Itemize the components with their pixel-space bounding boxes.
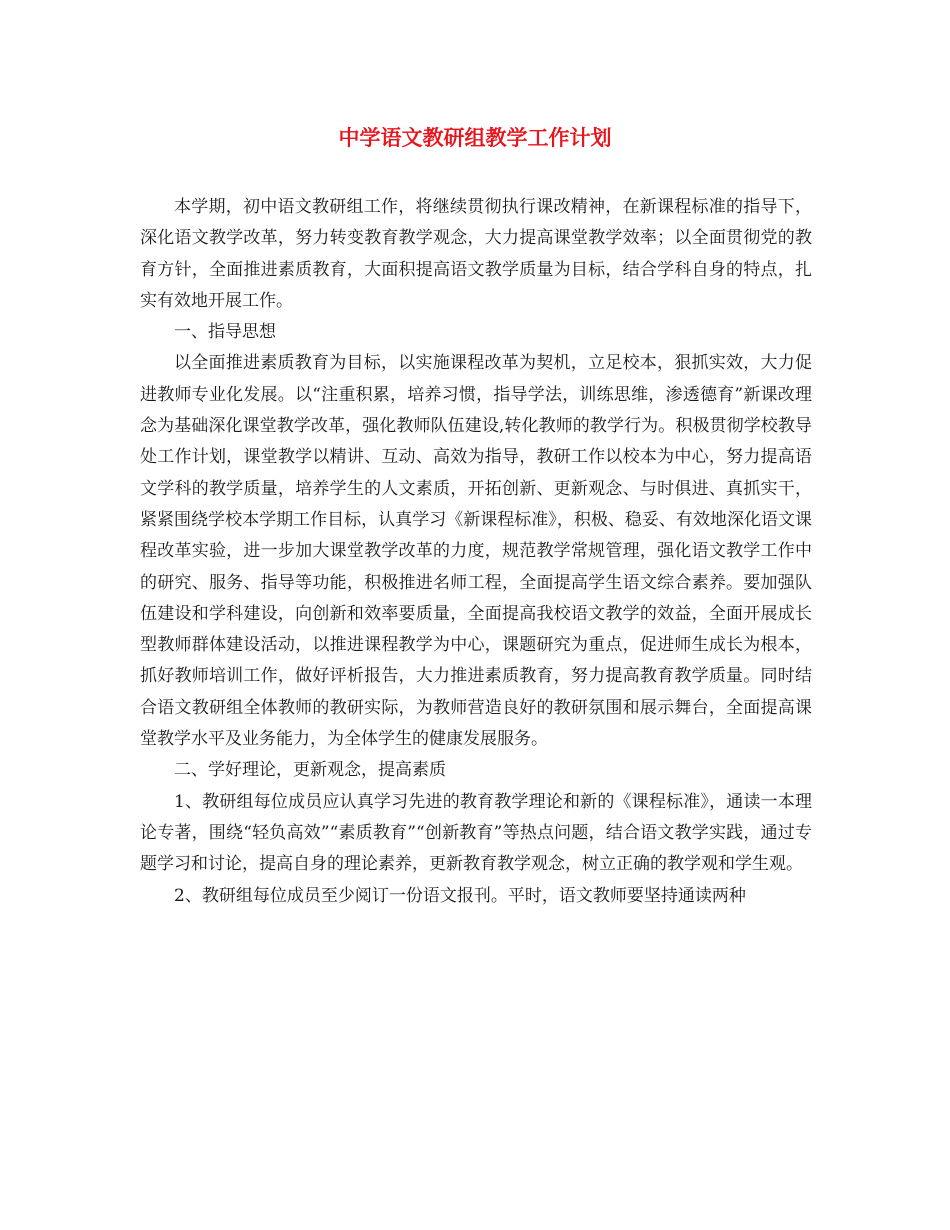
section-heading-theory-study: 二、学好理论，更新观念，提高素质 xyxy=(174,760,446,781)
guiding-ideology-paragraph: 以全面推进素质教育为目标，以实施课程改革为契机，立足校本，狠抓实效，大力促进教师专业化发展。以“注重积累，培养习惯，指导学法，训练思维，渗透德育”新课改理念为基础深化课堂教学改革，强化教师队伍建设,转化教师的教学行为。积极贯彻学校教导处工作计划，课堂教学以精讲、互动、高效为指导，教研工作以校本为中心，努力提高语文学科的教学质量，培养学生的人文素质，开拓创新、更新观念、与时俱进、真抓实干，紧紧围绕学校本学期工作目标，认真学习《新课程标准》，积极、稳妥、有效地深化语文课程改革实验，进一步加大课堂教学改革的力度，规范教学常规管理，强化语文教学工作中的研究、服务、指导等功能，积极推进名师工程，全面提高学生语文综合素养。要加强队伍建设和学科建设，向创新和效率要质量，全面提高我校语文教学的效益，全面开展成长型教师群体建设活动，以推进课程教学为中心，课题研究为重点，促进师生成长为根本，抓好教师培训工作，做好评析报告，大力推进素质教育，努力提高教育教学质量。同时结合语文教研组全体教师的教研实际，为教师营造良好的教研氛围和展示舞台，全面提高课堂教学水平及业务能力，为全体学生的健康发展服务。 xyxy=(140,353,812,750)
intro-paragraph: 本学期，初中语文教研组工作，将继续贯彻执行课改精神，在新课程标准的指导下，深化语文教学改革，努力转变教育教学观念，大力提高课堂教学效率；以全面贯彻党的教育方针，全面推进素质教育，大面积提高语文教学质量为目标，结合学科自身的特点，扎实有效地开展工作。 xyxy=(140,197,812,311)
theory-study-item-1: 1、教研组每位成员应认真学习先进的教育教学理论和新的《课程标准》，通读一本理论专著，围绕“轻负高效”“素质教育”“创新教育”等热点问题，结合语文教学实践，通过专题学习和讨论，提高自身的理论素养，更新教育教学观念，树立正确的教学观和学生观。 xyxy=(140,791,812,875)
section-heading-guiding-ideology: 一、指导思想 xyxy=(174,322,276,343)
document-title: 中学语文教研组教学工作计划 xyxy=(338,125,612,150)
document-body xyxy=(140,192,812,912)
theory-study-item-2: 2、教研组每位成员至少阅订一份语文报刊。平时，语文教师要坚持通读两种 xyxy=(174,885,746,906)
